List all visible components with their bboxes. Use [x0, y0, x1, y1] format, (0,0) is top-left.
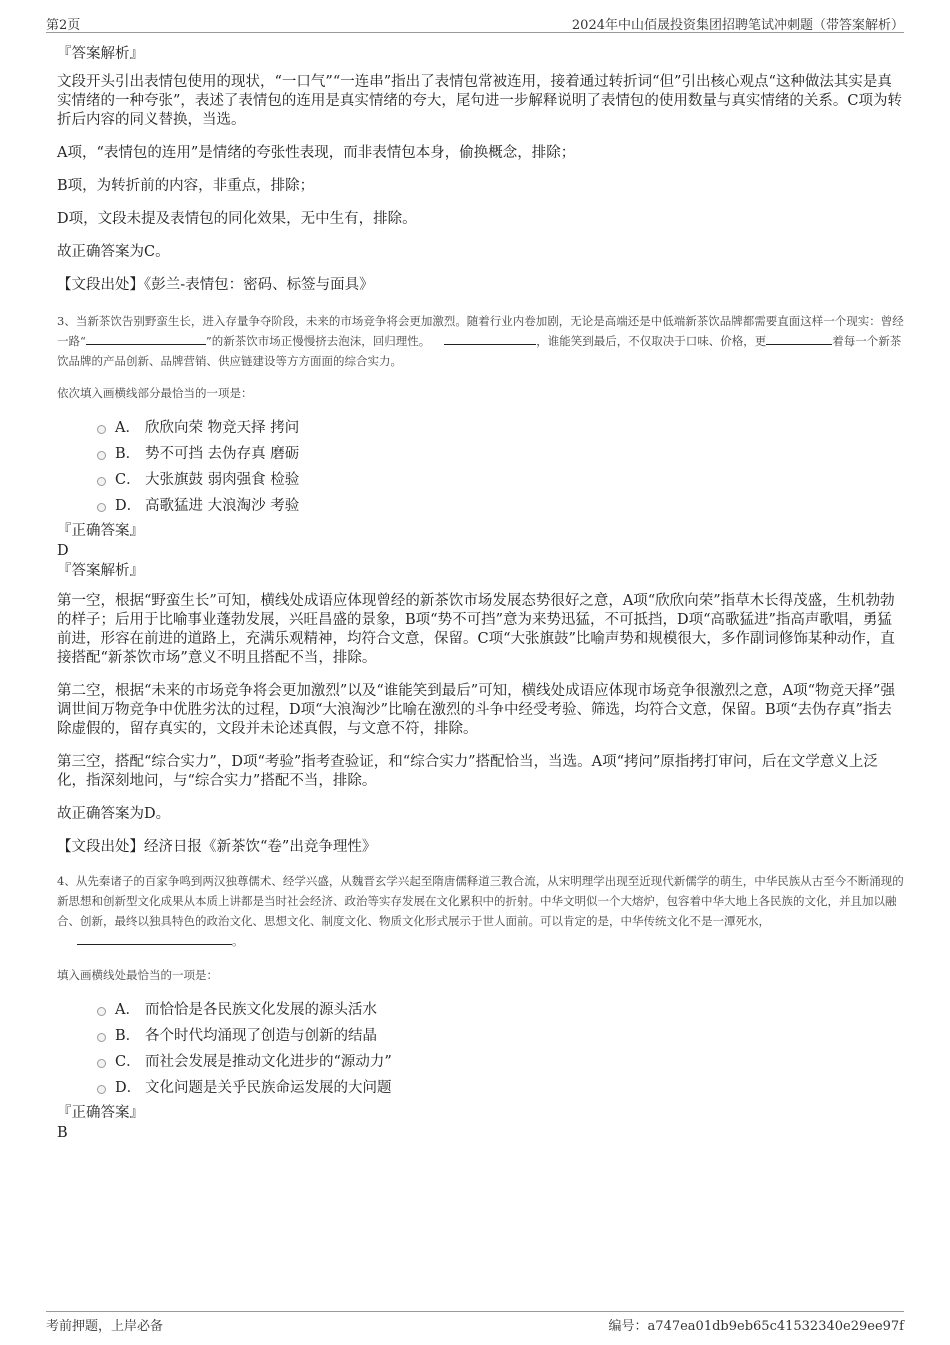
option-d[interactable]: D． 高歌猛进 大浪淘沙 考验 — [57, 493, 904, 519]
page-number: 第2页 — [46, 18, 81, 33]
option-c[interactable]: C． 大张旗鼓 弱肉强食 检验 — [57, 467, 904, 493]
option-a[interactable]: A． 而恰恰是各民族文化发展的源头活水 — [57, 997, 904, 1023]
blank-line — [77, 932, 232, 945]
analysis-paragraph: 文段开头引出表情包使用的现状，“一口气”“一连串”指出了表情包常被连用，接着通过转折词“但”引出核心观点“这种做法其实是真实情绪的一种夸张”，表述了表情包的连用是真实情绪的夸大，尾句进一步解释说明了表情包的使用数量与真实情绪的关系。C项为转折后内容的同义替换，当选。 — [57, 74, 903, 128]
blank-line — [444, 332, 536, 345]
radio-icon[interactable] — [97, 1085, 106, 1094]
analysis-paragraph: D项，文段未提及表情包的同化效果，无中生有，排除。 — [57, 211, 417, 227]
answer-value: D — [57, 543, 69, 559]
question-instruction: 填入画横线处最恰当的一项是： — [57, 968, 218, 982]
analysis-paragraph: 第三空，搭配“综合实力”，D项“考验”指考查验证，和“综合实力”搭配恰当，当选。A项“拷问”原指拷打审问，后在文学意义上泛化，指深刻地问，与“综合实力”搭配不当，排除。 — [57, 754, 878, 789]
radio-icon[interactable] — [97, 477, 106, 486]
analysis-label: 『答案解析』 — [57, 563, 144, 579]
analysis-paragraph: 第一空，根据“野蛮生长”可知，横线处成语应体现曾经的新茶饮市场发展态势很好之意，A项“欣欣向荣”指草木长得茂盛，生机勃勃的样子；后用于比喻事业蓬勃发展，兴旺昌盛的景象，B项“势不可挡”意为来势迅猛，不可抵挡，D项“高歌猛进”指高声歌唱，勇猛前进，形容在前进的道路上，充满乐观精神，均符合文意，保留。C项“大张旗鼓”比喻声势和规模很大，多作副词修饰某种动作，直接搭配“新茶饮市场”意义不明且搭配不当，排除。 — [57, 593, 895, 666]
analysis-label: 『答案解析』 — [57, 46, 144, 62]
source: 【文段出处】《彭兰-表情包：密码、标签与面具》 — [57, 277, 374, 293]
option-a[interactable]: A． 欣欣向荣 物竞天择 拷问 — [57, 415, 904, 441]
page-content — [57, 44, 904, 1143]
analysis-paragraph: B项，为转折前的内容，非重点，排除； — [57, 178, 315, 194]
radio-icon[interactable] — [97, 1007, 106, 1016]
option-d[interactable]: D． 文化问题是关乎民族命运发展的大问题 — [57, 1075, 904, 1101]
question-stem: 4、从先秦诸子的百家争鸣到两汉独尊儒术、经学兴盛，从魏晋玄学兴起至隋唐儒释道三教合流，从宋明理学出现至近现代新儒学的萌生，中华民族从古至今不断涌现的新思想和创新型文化成果从本质上讲都是当时社会经济、政治等实存发展在文化累积中的折射。中华文明似一个大熔炉，包容着中华大地上各民族的文化，并且加以融合、创新，最终以独具特色的政治文化、思想文化、制度文化、物质文化形式展示于世人面前。可以肯定的是，中华传统文化不是一潭死水，。 — [57, 874, 904, 948]
analysis-paragraph: 第二空，根据“未来的市场竞争将会更加激烈”以及“谁能笑到最后”可知，横线处成语应体现市场竞争很激烈之意，A项“物竞天择”强调世间万物竞争中优胜劣汰的过程，D项“大浪淘沙”比喻在激烈的斗争中经受考验、筛选，均符合文意，保留。B项“去伪存真”指去除虚假的，留存真实的，文段并未论述真假，与文意不符，排除。 — [57, 683, 895, 737]
answer-value: B — [57, 1125, 68, 1141]
blank-line — [86, 332, 206, 345]
footer-slogan: 考前押题，上岸必备 — [46, 1319, 164, 1334]
document-title: 2024年中山佰晟投资集团招聘笔试冲刺题（带答案解析） — [571, 18, 904, 33]
radio-icon[interactable] — [97, 503, 106, 512]
conclusion: 故正确答案为D。 — [57, 806, 171, 822]
answer-label: 『正确答案』 — [57, 1105, 144, 1121]
options-list — [57, 997, 904, 1101]
page-footer — [46, 1311, 904, 1336]
question-stem: 3、当新茶饮告别野蛮生长，进入存量争夺阶段，未来的市场竞争将会更加激烈。随着行业内卷加剧，无论是高端还是中低端新茶饮品牌都需要直面这样一个现实：曾经一路“ ”的新茶饮市场正慢慢挤去泡沫，回归理性。 ，谁能笑到最后，不仅取决于口味、价格，更 着每一个新茶饮品牌的产品创新、品牌营销、供应链建设等方方面面的综合实力。 — [57, 314, 904, 368]
radio-icon[interactable] — [97, 1059, 106, 1068]
option-c[interactable]: C． 而社会发展是推动文化进步的“源动力” — [57, 1049, 904, 1075]
radio-icon[interactable] — [97, 451, 106, 460]
options-list — [57, 415, 904, 519]
page-header — [46, 12, 904, 33]
question-instruction: 依次填入画横线部分最恰当的一项是： — [57, 386, 253, 400]
document-id: 编号：a747ea01db9eb65c41532340e29ee97f — [608, 1319, 904, 1334]
answer-label: 『正确答案』 — [57, 523, 144, 539]
radio-icon[interactable] — [97, 1033, 106, 1042]
option-b[interactable]: B． 势不可挡 去伪存真 磨砺 — [57, 441, 904, 467]
analysis-paragraph: A项，“表情包的连用”是情绪的夸张性表现，而非表情包本身，偷换概念，排除； — [57, 145, 576, 161]
option-b[interactable]: B． 各个时代均涌现了创造与创新的结晶 — [57, 1023, 904, 1049]
source: 【文段出处】经济日报《新茶饮“卷”出竞争理性》 — [57, 839, 377, 855]
conclusion: 故正确答案为C。 — [57, 244, 170, 260]
radio-icon[interactable] — [97, 425, 106, 434]
blank-line — [766, 332, 832, 345]
